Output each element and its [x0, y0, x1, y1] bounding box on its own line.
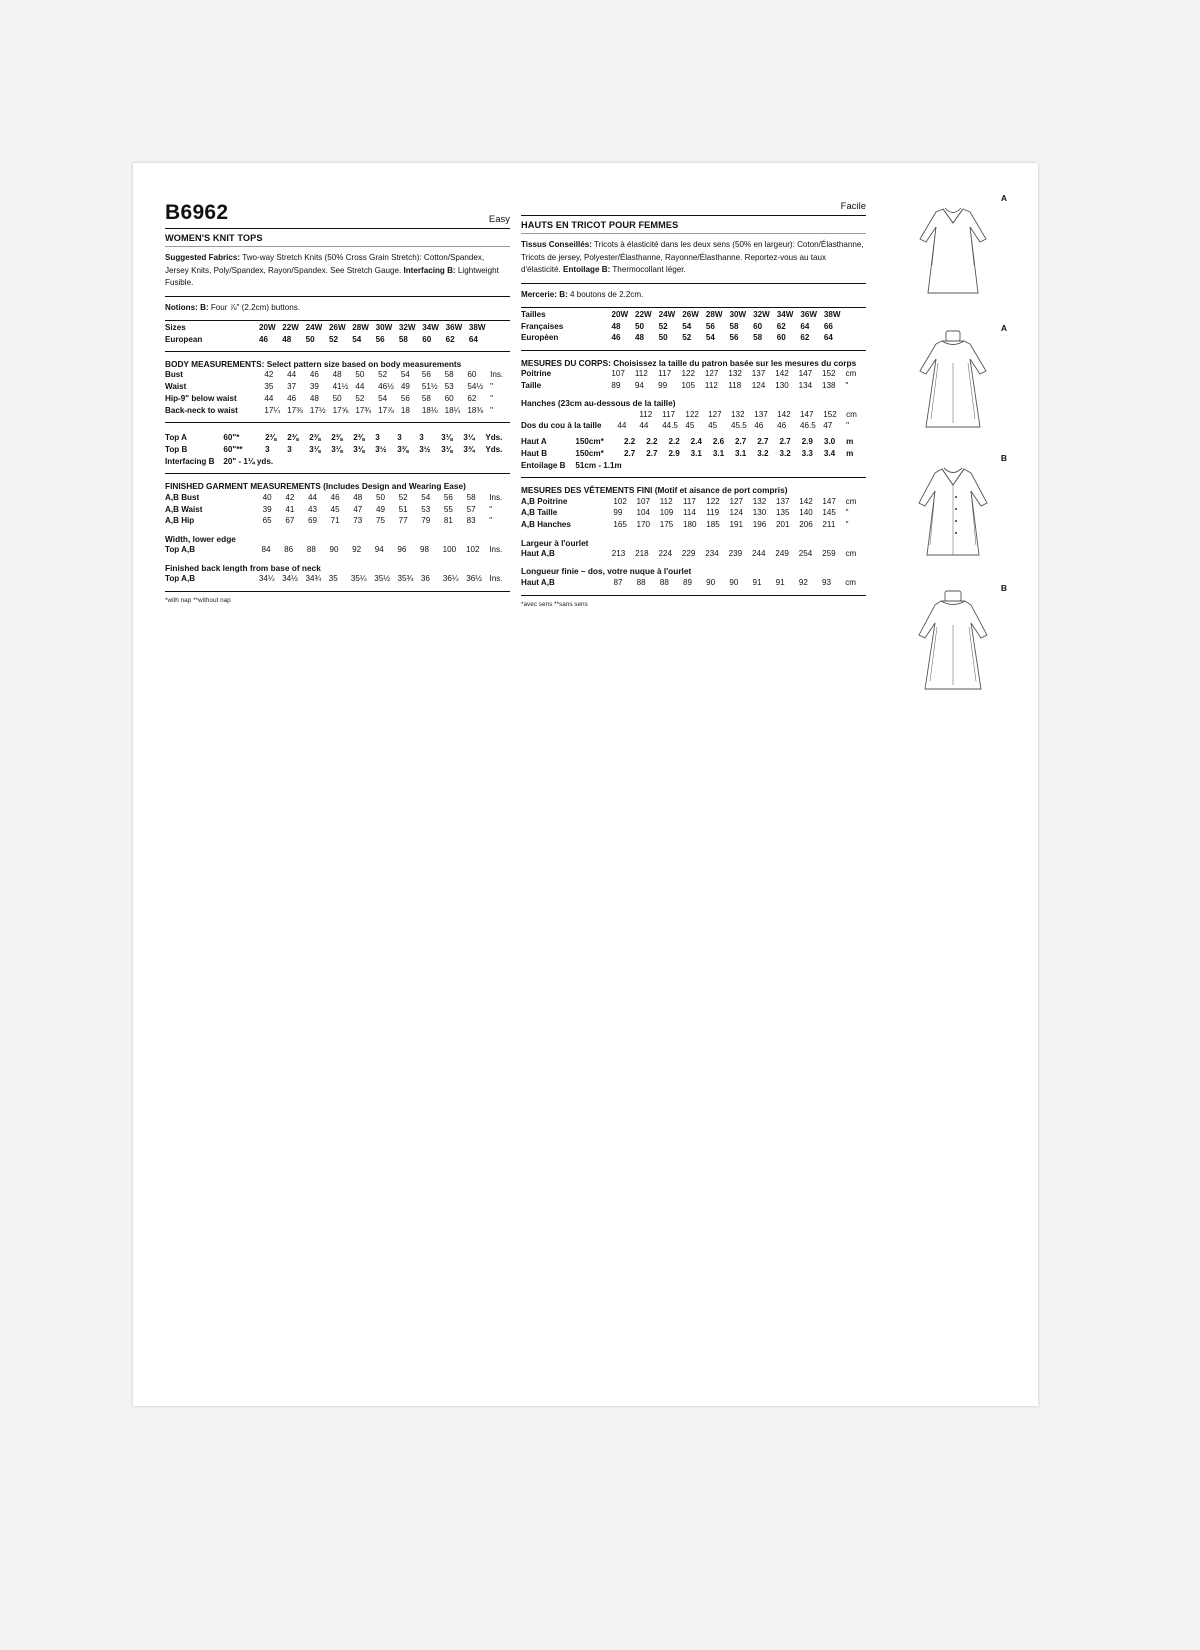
divider-fr-1 — [521, 283, 866, 284]
hip-heading-fr: Hanches (23cm au-dessous de la taille) — [521, 398, 676, 409]
interfacing-text-fr: Thermocollant léger. — [610, 265, 686, 275]
line-art-column — [893, 193, 1013, 713]
header-row-en — [165, 201, 510, 225]
table-row: Top A 60"* 2⅜ 2⅜ 2⅜ 2⅜ 2⅜ 3 3 3 3⅛ 3¼ Yds. — [165, 433, 503, 443]
notions-fr — [521, 289, 866, 302]
yardage-table-en — [165, 432, 510, 467]
width-lower-edge-table-en — [165, 544, 510, 556]
table-row: Sizes 20W 22W 24W 26W 28W 30W 32W 34W 36W 38W — [165, 322, 486, 332]
back-length-heading-en: Finished back length from base of neck — [165, 562, 321, 573]
table-row: A,B Hip 65 67 69 71 73 75 77 79 81 83 " — [165, 516, 493, 526]
view-letter-b-front: B — [1000, 453, 1007, 463]
divider-en-1 — [165, 296, 510, 297]
suggested-fabrics-en — [165, 252, 510, 290]
back-length-table-en — [165, 573, 510, 585]
european-label-en: European — [165, 334, 203, 344]
divider-fr-3 — [521, 350, 866, 351]
table-row: European 46 48 50 52 54 56 58 60 62 64 — [165, 334, 478, 344]
finished-measurements-table-fr — [521, 495, 866, 530]
table-row: A,B Hanches 165 170 175 180 185 191 196 201 206 211 " — [521, 520, 849, 530]
notions-en — [165, 302, 510, 315]
table-row: A,B Waist 39 41 43 45 47 49 51 53 55 57 " — [165, 504, 493, 514]
notions-text-fr: 4 boutons de 2.2cm. — [567, 289, 644, 299]
table-row: Europèen 46 48 50 52 54 56 58 60 62 64 — [521, 333, 833, 343]
page-title-fr: HAUTS EN TRICOT POUR FEMMES — [521, 220, 679, 230]
pattern-envelope-back — [133, 163, 1038, 1406]
hip-table-fr — [521, 408, 866, 432]
table-row: Haut B 150cm* 2.7 2.7 2.9 3.1 3.1 3.1 3.2 3.2 3.3 3.4 m — [521, 449, 854, 459]
garment-illustration-b-front — [898, 453, 1008, 571]
header-rule-fr — [521, 215, 866, 216]
table-row: Top A,B 84 86 88 90 92 94 96 98 100 102 Ins. — [165, 545, 503, 555]
table-row: Hip-9" below waist 44 46 48 50 52 54 56 58 60 62 " — [165, 393, 493, 403]
table-row: Dos du cou à la taille 44 44 44.5 45 45 45.5 46 46 46.5 47 " — [521, 421, 849, 431]
sizes-table-fr — [521, 308, 866, 343]
yardage-table-fr — [521, 436, 866, 471]
title-rule-en — [165, 246, 510, 247]
suggested-fabrics-fr — [521, 239, 866, 277]
table-row: A,B Bust 40 42 44 46 48 50 52 54 56 58 Ins. — [165, 492, 503, 502]
body-measurements-heading-fr: MESURES DU CORPS: Choisissez la taille du patron basée sur les mesures du corps — [521, 357, 857, 368]
divider-en-3 — [165, 351, 510, 352]
table-row: Haut A 150cm* 2.2 2.2 2.2 2.4 2.6 2.7 2.7 2.7 2.9 3.0 m — [521, 437, 854, 447]
body-measurements-table-en — [165, 369, 510, 416]
width-lower-edge-table-fr — [521, 548, 866, 560]
notions-label-en: Notions: B: — [165, 302, 209, 312]
table-row: Poitrine 107 112 117 122 127 132 137 142 147 152 cm — [521, 369, 857, 379]
body-measurements-table-fr — [521, 368, 866, 392]
line-art-view-a-front — [893, 193, 1013, 311]
footnote-fr: *avec sens **sans sens — [521, 601, 588, 609]
garment-illustration-a-front — [898, 193, 1008, 311]
table-row: Interfacing B 20" - 1¼ yds. — [165, 457, 274, 467]
table-row: Bust 42 44 46 48 50 52 54 56 58 60 Ins. — [165, 370, 504, 380]
table-row: Top B 60"** 3 3 3⅛ 3⅛ 3⅛ 3½ 3⅜ 3½ 3⅛ 3¾ Yds. — [165, 445, 503, 455]
finished-measurements-heading-en: FINISHED GARMENT MEASUREMENTS (Includes Design and Wearing Ease) — [165, 481, 466, 492]
table-row: Top A,B 34¼ 34½ 34¾ 35 35¼ 35½ 35¾ 36 36¼ 36½ Ins. — [165, 573, 503, 583]
table-row: Haut A,B 87 88 88 89 90 90 91 91 92 93 cm — [521, 577, 856, 587]
french-column — [521, 201, 866, 608]
sizes-label-fr: Tailles — [521, 309, 546, 319]
table-row: Taille 89 94 99 105 112 118 124 130 134 138 " — [521, 380, 849, 390]
table-row: Françaises 48 50 52 54 56 58 60 62 64 66 — [521, 321, 833, 331]
difficulty-level-fr: Facile — [840, 201, 866, 212]
difficulty-level-en: Easy — [488, 214, 510, 225]
table-row: Waist 35 37 39 41½ 44 46½ 49 51½ 53 54½ " — [165, 382, 493, 392]
footnote-en: *with nap **without nap — [165, 597, 231, 605]
table-row: A,B Taille 99 104 109 114 119 124 130 135 140 145 " — [521, 508, 849, 518]
back-length-heading-fr: Longueur finie – dos, votre nuque à l'ourlet — [521, 566, 692, 577]
page-title-en: WOMEN'S KNIT TOPS — [165, 233, 263, 243]
european-label-fr: Europèen — [521, 333, 559, 343]
table-row: Haut A,B 213 218 224 229 234 239 244 249 254 259 cm — [521, 548, 857, 558]
header-rule-en — [165, 228, 510, 229]
width-lower-edge-heading-en: Width, lower edge — [165, 533, 236, 544]
garment-illustration-a-back — [898, 323, 1008, 441]
view-letter-b-back: B — [1000, 583, 1007, 593]
finished-measurements-table-en — [165, 491, 510, 526]
body-measurements-heading-en: BODY MEASUREMENTS: Select pattern size based on body measurements — [165, 358, 462, 369]
fabrics-label-en: Suggested Fabrics: — [165, 253, 241, 262]
divider-fr-5 — [521, 477, 866, 478]
divider-fr-6 — [521, 595, 866, 596]
back-length-table-fr — [521, 576, 866, 588]
line-art-view-b-front — [893, 453, 1013, 571]
pattern-number: B6962 — [165, 201, 229, 224]
view-letter-a-back: A — [1000, 323, 1007, 333]
garment-illustration-b-back — [898, 583, 1008, 701]
fabrics-text-en: Two-way Stretch Knits (50% Cross Grain Stretch): Cotton/Spandex, Jersey Knits, Poly/Spandex, Rayon/Spandex. See Stretch Gauge. — [165, 253, 485, 275]
interfacing-text-en: Lightweight Fusible. — [165, 265, 499, 288]
sizes-table-en — [165, 321, 510, 345]
french-sizes-label: Françaises — [521, 321, 564, 331]
width-lower-edge-heading-fr: Largeur à l'ourlet — [521, 537, 589, 548]
table-row: 112 117 122 127 132 137 142 147 152 cm — [639, 409, 857, 419]
table-row: Back-neck to waist 17¼ 17⅜ 17½ 17⅝ 17¾ 17⅞ 18 18⅛ 18¼ 18⅜ " — [165, 405, 493, 415]
divider-en-6 — [165, 591, 510, 592]
divider-en-5 — [165, 473, 510, 474]
english-column — [165, 201, 510, 604]
title-rule-fr — [521, 233, 866, 234]
notions-label-fr: Mercerie: B: — [521, 289, 568, 299]
interfacing-label-fr: Entoilage B: — [563, 265, 611, 275]
table-row: Tailles 20W 22W 24W 26W 28W 30W 32W 34W 36W 38W — [521, 309, 841, 319]
interfacing-label-en: Interfacing B: — [403, 265, 456, 275]
finished-measurements-heading-fr: MESURES DES VÊTEMENTS FINI (Motif et aisance de port compris) — [521, 485, 788, 496]
line-art-view-b-back — [893, 583, 1013, 701]
table-row: Entoilage B 51cm - 1.1m — [521, 460, 622, 470]
fabrics-label-fr: Tissus Conseillés: — [521, 240, 592, 249]
table-row: A,B Poitrine 102 107 112 117 122 127 132 137 142 147 cm — [521, 496, 857, 506]
header-row-fr — [521, 201, 866, 212]
view-letter-a-front: A — [1000, 193, 1007, 203]
line-art-view-a-back — [893, 323, 1013, 441]
sizes-label-en: Sizes — [165, 322, 186, 332]
fabrics-text-fr: Tricots à élasticité dans les deux sens (50% en largeur): Coton/Élasthanne, Tricots de jersey, Polyester/Élasthanne, Rayonne/Élasthanne. Reportez-vous au taux d'élasticité. — [521, 240, 864, 275]
notions-text-en: Four ⅞" (2.2cm) buttons. — [208, 302, 301, 312]
